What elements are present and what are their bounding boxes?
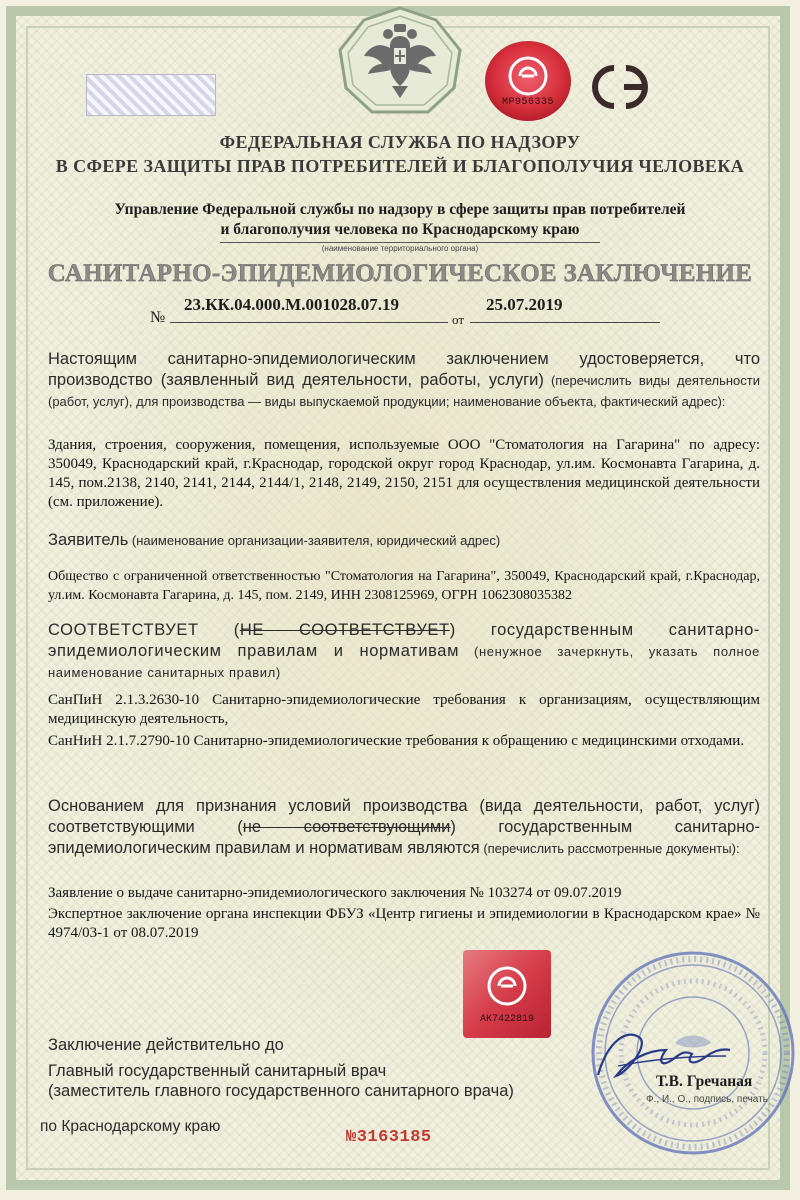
signer-region: по Краснодарскому краю <box>40 1118 221 1135</box>
applicant-note: (наименование организации-заявителя, юридический адрес) <box>128 533 501 548</box>
basis-note: (перечислить рассмотренные документы): <box>479 841 740 856</box>
rule-item: СанНиН 2.1.7.2790-10 Санитарно-эпидемиологические требования к обращению с медицинскими отходами. <box>48 733 745 749</box>
basis-statement <box>48 796 760 859</box>
signer-role-line1: Главный государственный санитарный врач <box>48 1062 387 1080</box>
applicant-label: Заявитель <box>48 531 129 549</box>
applicant-details: Общество с ограниченной ответственностью "Стоматология на Гагарина", 350049, Краснодарский край, г.Краснодар, ул.им. Космонавта Гагарина, д. 145, пом. 2149, ИНН 2308125969, ОГРН 1062308035382 <box>48 569 760 603</box>
hologram-strip-icon <box>86 74 216 116</box>
conclusion-date: 25.07.2019 <box>486 295 563 314</box>
basis-struck: не соответствующими <box>242 818 451 836</box>
signer-role-line2: (заместитель главного государственного санитарного врача) <box>48 1082 514 1100</box>
certification-hologram-stamp-icon <box>484 40 572 122</box>
basis-after: ) государственным санитарно-эпидемиологическим правилам и нормативам являются <box>48 818 760 857</box>
validity-label: Заключение действительно до <box>48 1036 284 1054</box>
date-underline <box>470 322 660 323</box>
agency-title-line2: В СФЕРЕ ЗАЩИТЫ ПРАВ ПОТРЕБИТЕЛЕЙ И БЛАГОПОЛУЧИЯ ЧЕЛОВЕКА <box>55 156 745 176</box>
intro-note: (перечислить виды деятельности (работ, услуг), для производства — виды выпускаемой продукции; наименование объекта, фактический адрес): <box>48 373 760 409</box>
conformity-struck: НЕ СООТВЕТСТВУЕТ <box>239 621 450 639</box>
department-underline <box>220 242 600 243</box>
agency-title-line1: ФЕДЕРАЛЬНАЯ СЛУЖБА ПО НАДЗОРУ <box>219 132 581 152</box>
number-underline <box>170 322 448 323</box>
serial-number: №3163185 <box>346 1128 432 1147</box>
intro-text: Настоящим санитарно-эпидемиологическим заключением удостоверяется, что производство (заявленный вид деятельности, работы, услуги) <box>48 350 760 389</box>
rostest-ce-mark-icon <box>584 62 662 112</box>
conformity-statement <box>48 620 760 683</box>
basis-before: Основанием для признания условий производства (вида деятельности, работ, услуг) соответствующими ( <box>48 797 760 836</box>
applicant-heading <box>48 530 760 551</box>
document-item: Заявление о выдаче санитарно-эпидемиологического заключения № 103274 от 09.07.2019 <box>48 885 622 901</box>
department-line1: Управление Федеральной службы по надзору в сфере защиты прав потребителей <box>114 201 686 218</box>
document-item: Экспертное заключение органа инспекции ФБУЗ «Центр гигиены и эпидемиологии в Краснодарском крае» № 4974/03-1 от 08.07.2019 <box>48 906 760 941</box>
signer-name: Т.В. Гречаная <box>656 1073 753 1090</box>
hologram-number: АК7422819 <box>479 1014 534 1025</box>
conformity-word: СООТВЕТСТВУЕТ ( <box>48 621 240 639</box>
document-title: САНИТАРНО-ЭПИДЕМИОЛОГИЧЕСКОЕ ЗАКЛЮЧЕНИЕ <box>47 260 753 287</box>
number-label: № <box>150 309 166 326</box>
department-line2: и благополучия человека по Краснодарскому краю <box>220 221 580 238</box>
double-headed-eagle-emblem-icon <box>336 6 464 118</box>
conformity-rest: ) государственным санитарно-эпидемиологическим правилам и нормативам <box>48 621 760 660</box>
conclusion-number: 23.КК.04.000.М.001028.07.19 <box>184 295 399 314</box>
date-label: от <box>452 312 465 327</box>
signer-caption: Ф., И., О., подпись, печать <box>646 1094 768 1105</box>
intro-paragraph <box>48 349 760 412</box>
conformity-note: (ненужное зачеркнуть, указать полное наименование санитарных правил) <box>48 644 760 680</box>
rule-item: СанПиН 2.1.3.2630-10 Санитарно-эпидемиологические требования к организациям, осуществляющим медицинскую деятельность, <box>48 692 760 727</box>
object-description: Здания, строения, сооружения, помещения, используемые ООО "Стоматология на Гагарина" по адресу: 350049, Краснодарский край, г.Краснодар, городской округ город Краснодар, ул.им. Космонавта Гагарина, д. 145, пом.2138, 2140, 2141, 2144, 2144/1, 2148, 2149, 2150, 2151 для осуществления медицинской деятельности (см. приложение). <box>48 437 760 510</box>
certification-stamp-number: МР956335 <box>501 97 554 108</box>
department-caption: (наименование территориального органа) <box>321 244 479 253</box>
